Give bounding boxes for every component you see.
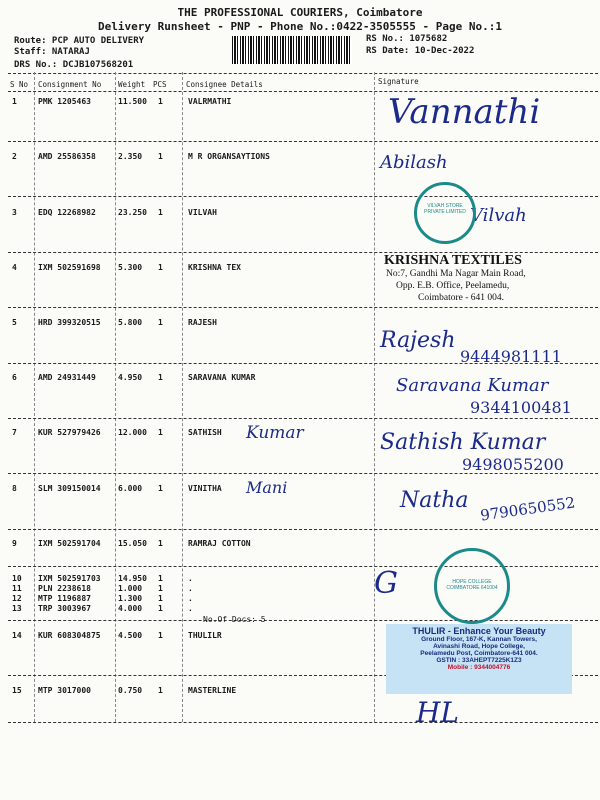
cell-consignee: VINITHA: [188, 484, 222, 493]
cell-cons: IXM 502591698: [38, 263, 101, 272]
cell-pcs: 1: [158, 584, 163, 593]
cell-consignee: SATHISH: [188, 428, 222, 437]
cell-cons: AMD 24931449: [38, 373, 96, 382]
column-divider: [374, 72, 375, 722]
signature-row8-phone: 9790650552: [479, 493, 577, 525]
krishna-stamp-line2: Opp. E.B. Office, Peelamedu,: [396, 281, 510, 291]
cell-pcs: 1: [158, 631, 163, 640]
signature-row2: Abilash: [380, 152, 448, 173]
cell-sno: 4: [12, 263, 17, 272]
document-subtitle: Delivery Runsheet - PNP - Phone No.:0422-3505555 - Page No.:1: [98, 20, 502, 33]
cell-weight: 12.000: [118, 428, 147, 437]
row-separator: [8, 307, 598, 308]
cell-sno: 15: [12, 686, 22, 695]
row-separator: [8, 196, 598, 197]
column-divider: [34, 72, 35, 722]
column-header-consignee: Consignee Details: [186, 80, 263, 89]
cell-weight: 5.800: [118, 318, 143, 327]
cell-pcs: 1: [158, 574, 163, 583]
cell-weight: 5.300: [118, 263, 143, 272]
column-divider: [115, 72, 116, 722]
cell-weight: 23.250: [118, 208, 147, 217]
cell-consignee: .: [188, 594, 193, 603]
row-separator: [8, 141, 598, 142]
cell-sno: 6: [12, 373, 17, 382]
cell-weight: 11.500: [118, 97, 147, 106]
cell-sno: 12: [12, 594, 22, 603]
cell-weight: 15.050: [118, 539, 147, 548]
cell-sno: 5: [12, 318, 17, 327]
cell-cons: PMK 1205463: [38, 97, 91, 106]
docs-count: No.Of Docs: 5: [203, 615, 266, 624]
cell-pcs: 1: [158, 604, 163, 613]
cell-consignee: .: [188, 584, 193, 593]
signature-row3: Vilvah: [470, 205, 527, 226]
rs-number: RS No.: 1075682: [366, 34, 448, 44]
cell-cons: PLN 2238618: [38, 584, 91, 593]
rs-date: RS Date: 10-Dec-2022: [366, 46, 475, 56]
signature-row5-phone: 9444981111: [460, 347, 562, 366]
handwritten-mani: Mani: [246, 478, 288, 497]
row-separator: [8, 722, 598, 723]
krishna-stamp-line1: No:7, Gandhi Ma Nagar Main Road,: [386, 269, 526, 279]
cell-pcs: 1: [158, 152, 163, 161]
cell-weight: 2.350: [118, 152, 143, 161]
cell-pcs: 1: [158, 686, 163, 695]
cell-pcs: 1: [158, 428, 163, 437]
cell-weight: 6.000: [118, 484, 143, 493]
cell-consignee: RAJESH: [188, 318, 217, 327]
thulir-line3: Peelamedu Post, Coimbatore-641 004.: [420, 650, 538, 657]
header-divider-top: [8, 73, 598, 74]
cell-pcs: 1: [158, 539, 163, 548]
row-separator: [8, 418, 598, 419]
cell-sno: 7: [12, 428, 17, 437]
cell-cons: HRD 399320515: [38, 318, 101, 327]
row-separator: [8, 529, 598, 530]
signature-row6-name: Saravana Kumar: [396, 375, 549, 396]
cell-consignee: THULILR: [188, 631, 222, 640]
drs-number: DRS No.: DCJB107568201: [14, 60, 134, 70]
row-separator: [8, 566, 598, 567]
cell-weight: 1.300: [118, 594, 143, 603]
cell-pcs: 1: [158, 208, 163, 217]
cell-cons: IXM 502591704: [38, 539, 101, 548]
column-header-sno: S No: [10, 80, 29, 89]
cell-weight: 1.000: [118, 584, 143, 593]
cell-pcs: 1: [158, 318, 163, 327]
document-title: THE PROFESSIONAL COURIERS, Coimbatore: [177, 6, 423, 19]
cell-weight: 4.500: [118, 631, 143, 640]
cell-consignee: .: [188, 604, 193, 613]
row-separator: [8, 620, 598, 621]
cell-consignee: VILVAH: [188, 208, 217, 217]
cell-pcs: 1: [158, 373, 163, 382]
krishna-stamp-title: KRISHNA TEXTILES: [384, 253, 522, 268]
vilvah-stamp: [414, 182, 476, 244]
cell-cons: EDQ 12268982: [38, 208, 96, 217]
signature-row5-name: Rajesh: [380, 328, 456, 353]
thulir-line1: Ground Floor, 167-K, Kannan Towers,: [421, 636, 537, 643]
vilvah-stamp-text: VILVAH STORE PRIVATE LIMITED: [424, 203, 466, 215]
cell-consignee: SARAVANA KUMAR: [188, 373, 256, 382]
handwritten-kumar: Kumar: [246, 423, 304, 443]
cell-pcs: 1: [158, 97, 163, 106]
hope-college-stamp: [434, 548, 510, 624]
cell-pcs: 1: [158, 594, 163, 603]
cell-consignee: KRISHNA TEX: [188, 263, 241, 272]
cell-cons: AMD 25586358: [38, 152, 96, 161]
cell-cons: TRP 3003967: [38, 604, 91, 613]
column-header-signature: Signature: [378, 77, 419, 86]
signature-row10: G: [374, 566, 398, 601]
column-header-consignment: Consignment No: [38, 80, 102, 89]
column-header-pcs: PCS: [153, 80, 167, 89]
cell-consignee: M R ORGANSAYTIONS: [188, 152, 270, 161]
cell-consignee: RAMRAJ COTTON: [188, 539, 251, 548]
cell-pcs: 1: [158, 484, 163, 493]
cell-sno: 10: [12, 574, 22, 583]
cell-weight: 14.950: [118, 574, 147, 583]
cell-consignee: VALRMATHI: [188, 97, 232, 106]
cell-cons: MTP 1196887: [38, 594, 91, 603]
cell-cons: SLM 309150014: [38, 484, 101, 493]
route-label: Route: PCP AUTO DELIVERY: [14, 36, 145, 46]
signature-row8-name: Natha: [400, 488, 469, 513]
cell-sno: 9: [12, 539, 17, 548]
cell-sno: 13: [12, 604, 22, 613]
cell-weight: 4.950: [118, 373, 143, 382]
cell-cons: MTP 3017000: [38, 686, 91, 695]
signature-row7-name: Sathish Kumar: [380, 430, 546, 455]
signature-row15: HL: [416, 696, 460, 729]
thulir-stamp: [386, 624, 572, 694]
cell-sno: 11: [12, 584, 22, 593]
cell-consignee: .: [188, 574, 193, 583]
column-header-weight: Weight: [118, 80, 146, 89]
thulir-mobile: Mobile : 9344004776: [447, 664, 511, 671]
column-divider: [182, 72, 183, 722]
signature-row7-phone: 9498055200: [462, 455, 564, 474]
thulir-title: THULIR - Enhance Your Beauty: [412, 626, 546, 636]
cell-weight: 0.750: [118, 686, 143, 695]
signature-row6-phone: 9344100481: [470, 398, 572, 417]
krishna-stamp-line3: Coimbatore - 641 004.: [418, 293, 505, 303]
cell-cons: KUR 527979426: [38, 428, 101, 437]
cell-cons: KUR 608304875: [38, 631, 101, 640]
thulir-gstin: GSTIN : 33AHEPT7225K1Z3: [436, 657, 522, 664]
cell-weight: 4.000: [118, 604, 143, 613]
signature-row1: Vannathi: [388, 92, 541, 132]
cell-sno: 8: [12, 484, 17, 493]
cell-sno: 2: [12, 152, 17, 161]
cell-pcs: 1: [158, 263, 163, 272]
thulir-line2: Avinashi Road, Hope College,: [433, 643, 525, 650]
barcode: [232, 36, 352, 64]
cell-cons: IXM 502591703: [38, 574, 101, 583]
cell-sno: 3: [12, 208, 17, 217]
cell-consignee: MASTERLINE: [188, 686, 237, 695]
hope-college-stamp-text: HOPE COLLEGE COIMBATORE 641004: [446, 579, 498, 591]
cell-sno: 14: [12, 631, 22, 640]
cell-sno: 1: [12, 97, 17, 106]
staff-label: Staff: NATARAJ: [14, 47, 90, 57]
